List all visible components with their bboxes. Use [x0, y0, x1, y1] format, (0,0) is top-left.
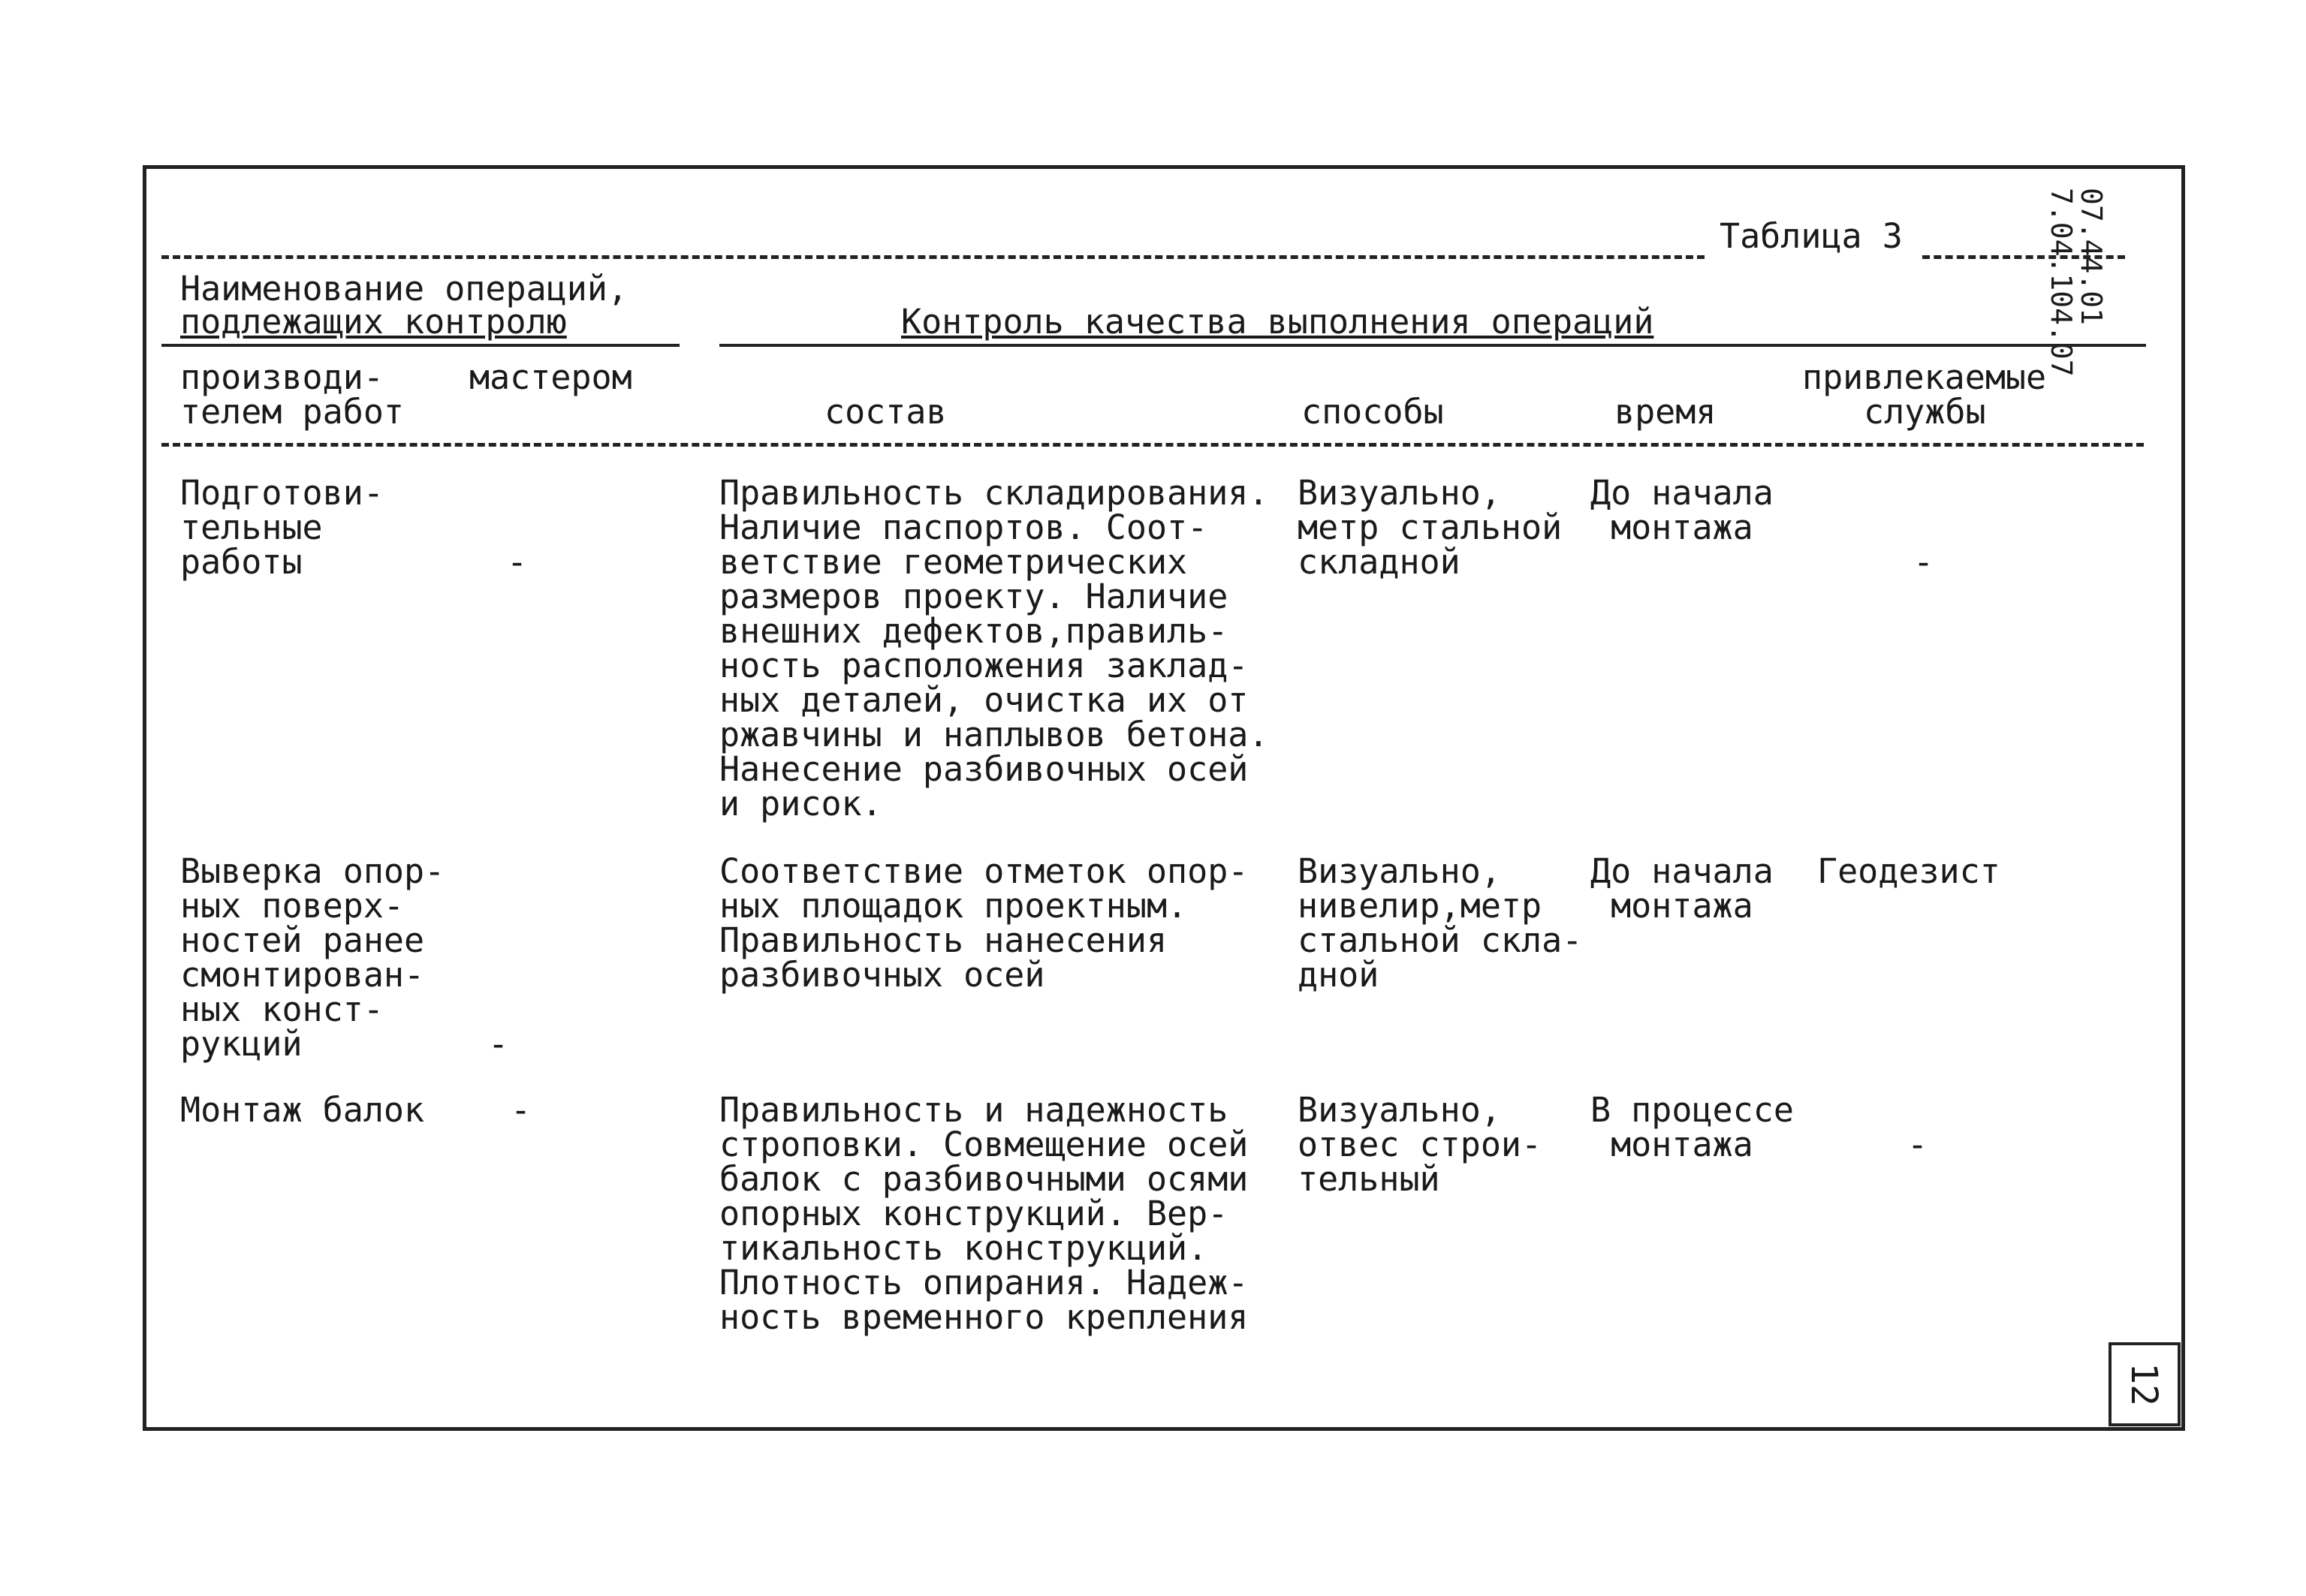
- subheader-master: мастером: [469, 357, 632, 397]
- subheader-producer-line2: телем работ: [180, 392, 405, 432]
- row1-time: До начала монтажа: [1590, 473, 1774, 547]
- row2-time: До начала монтажа: [1590, 851, 1774, 926]
- subheader-composition: состав: [824, 392, 947, 432]
- row3-master: -: [511, 1090, 532, 1130]
- row1-services: -: [1913, 542, 1934, 582]
- row2-methods: Визуально, нивелир,метр стальной скла- дной: [1298, 851, 1583, 995]
- row1-methods: Визуально, метр стальной складной: [1298, 473, 1563, 582]
- row2-operation: Выверка опор- ных поверх- ностей ранее смонтирован- ных конст- рукций: [180, 851, 445, 1064]
- row3-operation: Монтаж балок: [180, 1090, 425, 1130]
- subheader-services-line2: службы: [1864, 392, 1986, 432]
- row2-master: -: [488, 1024, 509, 1064]
- header-quality-control: Контроль качества выполнения операций: [901, 302, 1654, 342]
- row3-services: -: [1907, 1125, 1928, 1164]
- document-code-line1: 07.44.01: [2075, 188, 2108, 326]
- document-code: [1956, 188, 2108, 377]
- rule-header-left: [161, 344, 680, 347]
- rule-top-right: [1922, 255, 2125, 259]
- row3-methods: Визуально, отвес строи- тельный: [1298, 1090, 1542, 1199]
- table-caption: Таблица 3: [1720, 216, 1903, 256]
- row2-composition: Соответствие отметок опор- ных площадок проектным. Правильность нанесения разбивочных осей: [719, 851, 1249, 995]
- row3-composition: Правильность и надежность строповки. Совмещение осей балок с разбивочными осями опорных конструкций. Вер- тикальность конструкций. Плотность опирания. Надеж- ность временного крепления: [719, 1090, 1249, 1337]
- subheader-producer-line1: производи-: [180, 357, 384, 397]
- header-operation-line1: Наименование операций,: [180, 269, 628, 309]
- row3-time: В процессе монтажа: [1590, 1090, 1794, 1164]
- page-number: 12: [2122, 1363, 2165, 1406]
- subheader-time: время: [1614, 392, 1717, 432]
- row1-master: -: [507, 542, 528, 582]
- row2-services: Геодезист: [1817, 851, 2000, 891]
- rule-subheader: [161, 443, 2144, 447]
- rule-header-right: [719, 344, 2146, 347]
- header-operation-line2: подлежащих контролю: [180, 302, 567, 342]
- row1-operation: Подготови- тельные работы: [180, 473, 384, 582]
- document-code-line2: 7.04.104.07: [2045, 188, 2078, 377]
- subheader-methods: способы: [1301, 392, 1444, 432]
- subheader-services-line1: привлекаемые: [1802, 357, 2047, 397]
- rule-top-left: [161, 255, 1705, 259]
- row1-composition: Правильность складирования. Наличие паспортов. Соот- ветствие геометрических размеров проекту. Наличие внешних дефектов,правиль- ность расположения заклад- ных деталей, очистка их от ржавчины и наплывов бетона. Нанесение разбивочных осей и рисок.: [719, 473, 1269, 824]
